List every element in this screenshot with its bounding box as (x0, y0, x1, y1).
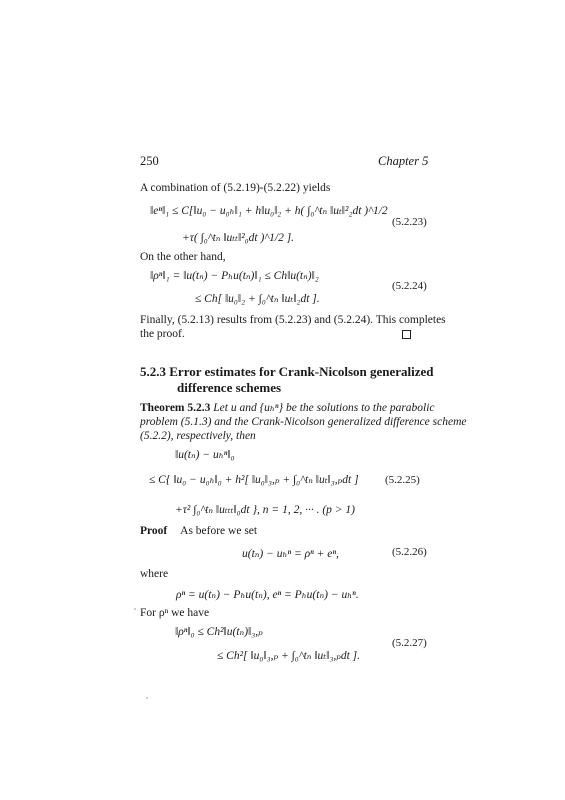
proof-text: As before we set (180, 525, 258, 537)
section-title-line2: difference schemes (177, 380, 282, 395)
section-title-line1: 5.2.3 Error estimates for Crank-Nicolson generalized (140, 364, 434, 379)
equation-5-2-23-line1: ‖eⁿ‖₁ ≤ C[‖u₀ − u₀ₕ‖₁ + h‖u₀‖₂ + h( ∫₀^tₙ ‖uₜ‖²₂dt )^1/2 (150, 205, 388, 217)
equation-5-2-24-line2: ≤ Ch[ ‖u₀‖₂ + ∫₀^tₙ ‖uₜ‖₂dt ]. (195, 293, 320, 305)
equation-number-5-2-26: (5.2.26) (392, 546, 427, 558)
theorem-line1 (140, 401, 435, 415)
equation-number-5-2-25: (5.2.25) (385, 474, 420, 486)
paragraph-other-hand: On the other hand, (140, 251, 226, 263)
equation-5-2-25-line2: ≤ C{ ‖u₀ − u₀ₕ‖₀ + h²[ ‖u₀‖₃,ₚ + ∫₀^tₙ ‖uₜ‖₃,ₚdt ] (149, 474, 359, 486)
theorem-line3: (5.2.2), respectively, then (140, 430, 256, 442)
scan-speck (134, 608, 136, 610)
proof-label: Proof (140, 525, 168, 537)
equation-5-2-27-line2: ≤ Ch²[ ‖u₀‖₃,ₚ + ∫₀^tₙ ‖uₜ‖₃,ₚdt ]. (217, 650, 361, 662)
where-label: where (140, 568, 169, 580)
paragraph-combination: A combination of (5.2.19)-(5.2.22) yields (140, 182, 331, 194)
theorem-line2: problem (5.1.3) and the Crank-Nicolson generalized difference scheme (140, 416, 467, 428)
paragraph-finally-line2: the proof. (140, 328, 185, 340)
equation-5-2-25-line1: ‖u(tₙ) − uₕⁿ‖₀ (175, 449, 235, 461)
theorem-label: Theorem 5.2.3 (140, 402, 211, 414)
equation-number-5-2-24: (5.2.24) (392, 280, 427, 292)
proof-line (140, 524, 257, 538)
theorem-text-line1: Let u and {uₕⁿ} be the solutions to the parabolic (213, 402, 435, 414)
equation-5-2-26: u(tₙ) − uₕⁿ = ρⁿ + eⁿ, (242, 548, 339, 560)
scan-speck (146, 697, 148, 699)
qed-square-icon (402, 330, 411, 339)
equation-definitions: ρⁿ = u(tₙ) − Pₕu(tₙ), eⁿ = Pₕu(tₙ) − uₕⁿ. (176, 589, 359, 601)
equation-number-5-2-23: (5.2.23) (392, 216, 427, 228)
page-number: 250 (140, 154, 159, 168)
paragraph-finally-line1: Finally, (5.2.13) results from (5.2.23) and (5.2.24). This completes (140, 314, 446, 326)
equation-5-2-27-line1: ‖ρⁿ‖₀ ≤ Ch²‖u(tₙ)‖₃,ₚ (175, 626, 263, 638)
paragraph-for-rho: For ρⁿ we have (140, 607, 210, 619)
equation-5-2-25-line3: +τ² ∫₀^tₙ ‖uₜₜₜ‖₀dt }, n = 1, 2, ··· . (p > 1) (175, 504, 355, 516)
equation-5-2-24-line1: ‖ρⁿ‖₁ = ‖u(tₙ) − Pₕu(tₙ)‖₁ ≤ Ch‖u(tₙ)‖₂ (150, 270, 319, 282)
chapter-label: Chapter 5 (378, 154, 429, 168)
equation-5-2-23-line2: +τ( ∫₀^tₙ ‖uₜₜ‖²₀dt )^1/2 ]. (182, 232, 295, 244)
equation-number-5-2-27: (5.2.27) (392, 637, 427, 649)
